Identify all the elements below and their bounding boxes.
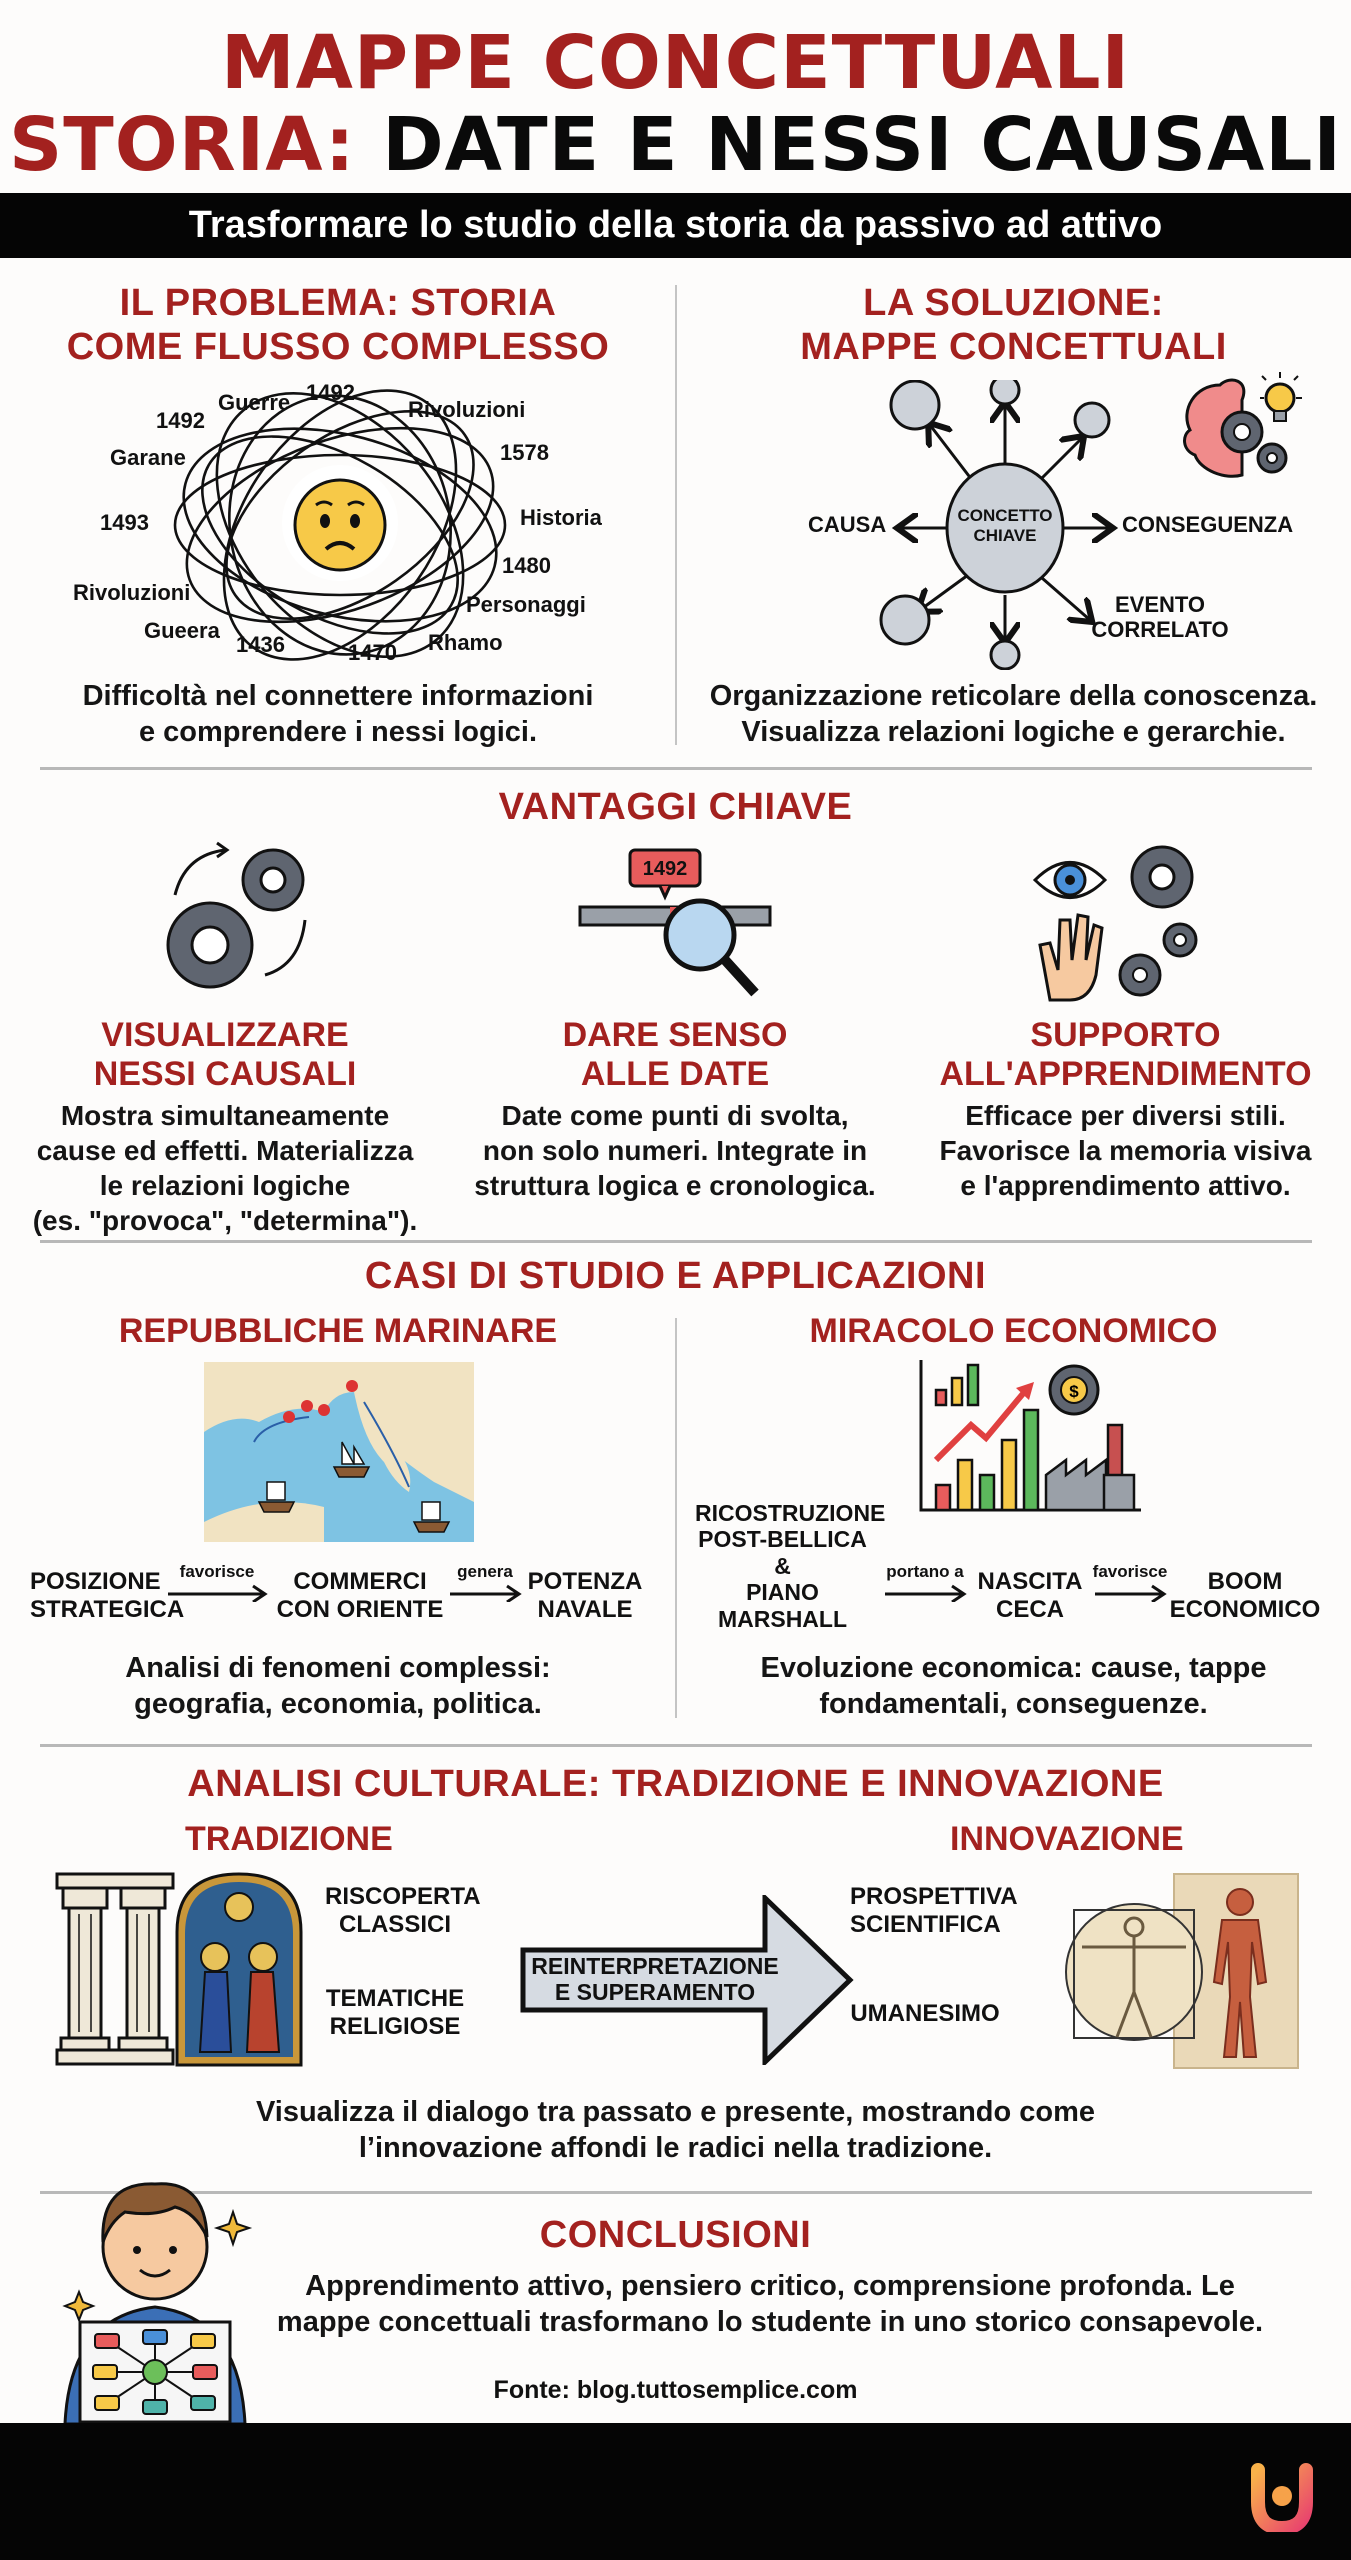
solution-title-line1: LA SOLUZIONE: xyxy=(863,282,1164,324)
related-event-label xyxy=(1085,592,1235,643)
case-left-text xyxy=(0,1650,676,1723)
adv2-line1: DARE SENSO xyxy=(562,1016,788,1054)
flow-arrow xyxy=(1090,1562,1170,1602)
section-divider xyxy=(40,1240,1312,1243)
brand-logo[interactable] xyxy=(1250,2462,1314,2532)
flow-arrow-label: portano a xyxy=(886,1562,964,1581)
flow-arrow xyxy=(445,1562,525,1602)
case-right-text xyxy=(676,1650,1351,1723)
conclusion-title: CONCLUSIONI xyxy=(539,2214,812,2256)
culture-text-line1: Visualizza il dialogo tra passato e presente, mostrando come xyxy=(255,2096,1096,2128)
problem-title xyxy=(0,282,676,369)
conclusion-text-line2: mappe concettuali trasformano lo studente in uno storico consapevole. xyxy=(276,2306,1264,2339)
scatter-word: Guerre xyxy=(218,390,291,415)
solution-title xyxy=(676,282,1351,369)
conclusion-text-line1: Apprendimento attivo, pensiero critico, comprensione profonda. Le xyxy=(305,2270,1235,2302)
tradition-item xyxy=(325,1985,465,2040)
scatter-word: 1480 xyxy=(502,553,551,578)
scatter-word: 1470 xyxy=(348,640,397,665)
innovation-item xyxy=(850,1883,1018,1938)
section-divider xyxy=(40,767,1312,770)
flow-node-line: POTENZA xyxy=(527,1568,643,1595)
tradition-item-line: TEMATICHE xyxy=(325,1985,465,2012)
adv1-text: Mostra simultaneamente xyxy=(60,1100,390,1131)
adv2-text: struttura logica e cronologica. xyxy=(474,1170,876,1201)
advantages-title: VANTAGGI CHIAVE xyxy=(498,786,853,828)
sad-face-icon xyxy=(292,477,388,573)
cause-label: CAUSA xyxy=(808,512,887,537)
flow-node-line: STRATEGICA xyxy=(30,1595,185,1623)
solution-text xyxy=(676,678,1351,751)
tradition-item-line: RISCOPERTA xyxy=(325,1883,481,1910)
flow-arrow-label: favorisce xyxy=(179,1562,255,1581)
scatter-word: 1493 xyxy=(100,510,149,535)
adv2-text: Date come punti di svolta, xyxy=(501,1100,849,1131)
conclusion-text xyxy=(220,2268,1320,2341)
culture-text-line2: l’innovazione affondi le radici nella tradizione. xyxy=(358,2132,993,2165)
innovation-item xyxy=(850,2000,1000,2028)
adv1-text: (es. "provoca", "determina"). xyxy=(32,1205,418,1236)
case-right-line1: Evoluzione economica: cause, tappe xyxy=(760,1652,1267,1684)
adv3-line1: SUPPORTO xyxy=(1030,1016,1221,1054)
advantage-text-1 xyxy=(0,1098,450,1238)
adv2-text: non solo numeri. Integrate in xyxy=(482,1135,868,1166)
problem-text-line1: Difficoltà nel connettere informazioni xyxy=(82,680,594,712)
cases-title: CASI DI STUDIO E APPLICAZIONI xyxy=(364,1255,987,1297)
scatter-word: 1492 xyxy=(156,408,205,433)
innovation-item-line: SCIENTIFICA xyxy=(850,1910,1001,1938)
subtitle: Trasformare lo studio della storia da passivo ad attivo xyxy=(188,204,1163,246)
subtitle-band xyxy=(0,193,1351,258)
adv3-line2: ALL'APPRENDIMENTO xyxy=(939,1055,1312,1094)
growth-chart-factory-icon xyxy=(916,1360,1146,1515)
scatter-word: Rhamo xyxy=(428,630,503,655)
flow-node xyxy=(270,1568,450,1623)
case-left-line1: Analisi di fenomeni complessi: xyxy=(125,1652,551,1684)
flow-node-line: & xyxy=(774,1552,791,1579)
scatter-word: Historia xyxy=(520,505,602,530)
gears-arrows-icon xyxy=(155,835,315,1005)
flow-node-line: RICOSTRUZIONE xyxy=(695,1500,886,1526)
related-line2: CORRELATO xyxy=(1091,617,1229,643)
timeline-magnifier-icon xyxy=(575,845,775,1005)
arrow-right-icon xyxy=(163,1582,271,1602)
eye-hand-gears-icon xyxy=(1030,835,1210,1005)
case-right-title: MIRACOLO ECONOMICO xyxy=(809,1312,1218,1350)
flow-arrow xyxy=(880,1562,970,1602)
solution-title-line2: MAPPE CONCETTUALI xyxy=(800,325,1227,368)
flow-node-line: PIANO xyxy=(746,1579,819,1606)
scatter-word: Rivoluzioni xyxy=(408,397,526,422)
flow-arrow-label: favorisce xyxy=(1092,1562,1168,1581)
innovation-item-line: PROSPETTIVA xyxy=(850,1883,1018,1910)
scatter-word: Garane xyxy=(110,445,186,470)
flow-node-line: MARSHALL xyxy=(717,1605,848,1632)
page-title-line2 xyxy=(0,102,1351,188)
vitruvian-anatomy-image xyxy=(1062,1872,1300,2070)
adv3-text: Favorisce la memoria visiva xyxy=(939,1135,1312,1166)
arrow-line1: REINTERPRETAZIONE xyxy=(531,1953,779,1979)
scatter-word: 1436 xyxy=(236,632,285,657)
title-storia: STORIA: xyxy=(9,102,356,188)
flow-node-line: POST-BELLICA xyxy=(698,1526,867,1553)
page-title-line1: MAPPE CONCETTUALI xyxy=(220,20,1131,106)
svg-text:$: $ xyxy=(1069,1382,1079,1401)
culture-text xyxy=(0,2094,1351,2167)
medieval-painting xyxy=(175,1872,303,2067)
flow-node-line: ECONOMICO xyxy=(1169,1595,1321,1623)
scatter-word: 1492 xyxy=(306,380,355,405)
solution-text-line1: Organizzazione reticolare della conoscenza. xyxy=(709,680,1318,712)
tradition-item-line: RELIGIOSE xyxy=(329,2012,461,2040)
culture-title: ANALISI CULTURALE: TRADIZIONE E INNOVAZIONE xyxy=(187,1763,1164,1805)
source-link[interactable]: Fonte: blog.tuttosemplice.com xyxy=(493,2376,858,2404)
transition-arrow xyxy=(520,1895,855,2065)
advantage-title-3 xyxy=(900,1016,1351,1094)
flow-node-line: CON ORIENTE xyxy=(276,1595,444,1623)
flow-node-line: NASCITA xyxy=(977,1568,1083,1595)
flow-arrow-label: genera xyxy=(457,1562,513,1581)
adv1-line2: NESSI CAUSALI xyxy=(93,1055,357,1094)
columns-icon xyxy=(55,1872,175,2067)
section-divider xyxy=(40,1744,1312,1747)
advantage-text-3 xyxy=(900,1098,1351,1203)
problem-text-line2: e comprendere i nessi logici. xyxy=(138,716,538,749)
flow-arrow xyxy=(163,1562,271,1602)
arrow-right-icon xyxy=(445,1582,525,1602)
footer-band xyxy=(0,2423,1351,2560)
flow-node-line: COMMERCI xyxy=(293,1568,427,1595)
flow-node-line: CECA xyxy=(995,1595,1064,1623)
mediterranean-map xyxy=(204,1362,474,1542)
arrow-right-icon xyxy=(1090,1582,1170,1602)
center-line1: CONCETTO xyxy=(957,506,1053,525)
innovation-item-line: UMANESIMO xyxy=(850,2000,1000,2027)
advantage-title-1 xyxy=(0,1016,450,1094)
tradition-item xyxy=(325,1883,481,1938)
flow-node-line: BOOM xyxy=(1207,1568,1283,1595)
adv1-text: le relazioni logiche xyxy=(99,1170,351,1201)
arrow-right-icon xyxy=(880,1582,970,1602)
brain-gears-bulb-icon xyxy=(1180,370,1305,485)
scatter-word: Personaggi xyxy=(466,592,586,617)
scatter-word: Gueera xyxy=(144,618,220,643)
problem-title-line2: COME FLUSSO COMPLESSO xyxy=(66,325,610,368)
concept-center-label xyxy=(950,506,1060,547)
arrow-line2: E SUPERAMENTO xyxy=(554,1979,756,2006)
title-date-nessi: DATE E NESSI CAUSALI xyxy=(382,102,1342,188)
flow-node xyxy=(1165,1568,1325,1623)
solution-text-line2: Visualizza relazioni logiche e gerarchie. xyxy=(741,716,1286,749)
tradition-label: TRADIZIONE xyxy=(185,1820,393,1858)
problem-title-line1: IL PROBLEMA: STORIA xyxy=(119,282,557,324)
innovation-label: INNOVAZIONE xyxy=(950,1820,1184,1858)
adv1-line1: VISUALIZZARE xyxy=(101,1016,349,1054)
adv3-text: e l'apprendimento attivo. xyxy=(960,1170,1291,1201)
flow-node xyxy=(520,1568,650,1623)
case-right-line2: fondamentali, conseguenze. xyxy=(819,1688,1208,1721)
flow-node-line: NAVALE xyxy=(537,1595,633,1623)
adv3-text: Efficace per diversi stili. xyxy=(965,1100,1286,1131)
case-left-line2: geografia, economia, politica. xyxy=(134,1688,542,1721)
date-badge: 1492 xyxy=(642,858,688,880)
problem-text xyxy=(0,678,676,751)
consequence-label: CONSEGUENZA xyxy=(1122,512,1294,537)
flow-node-line: POSIZIONE xyxy=(30,1568,161,1595)
advantage-title-2 xyxy=(450,1016,900,1094)
flow-node xyxy=(965,1568,1095,1623)
adv2-line2: ALLE DATE xyxy=(580,1055,770,1094)
case-left-title: REPUBBLICHE MARINARE xyxy=(118,1312,558,1350)
adv1-text: cause ed effetti. Materializza xyxy=(36,1135,414,1166)
advantage-text-2 xyxy=(450,1098,900,1203)
center-line2: CHIAVE xyxy=(973,526,1037,546)
flow-node xyxy=(695,1500,886,1632)
scatter-word: Rivoluzioni xyxy=(73,580,191,605)
transition-arrow-label xyxy=(530,1953,780,2006)
tradition-item-line: CLASSICI xyxy=(338,1910,451,1938)
scatter-word: 1578 xyxy=(500,440,549,465)
related-line1: EVENTO xyxy=(1114,592,1206,617)
flow-node xyxy=(30,1568,185,1623)
